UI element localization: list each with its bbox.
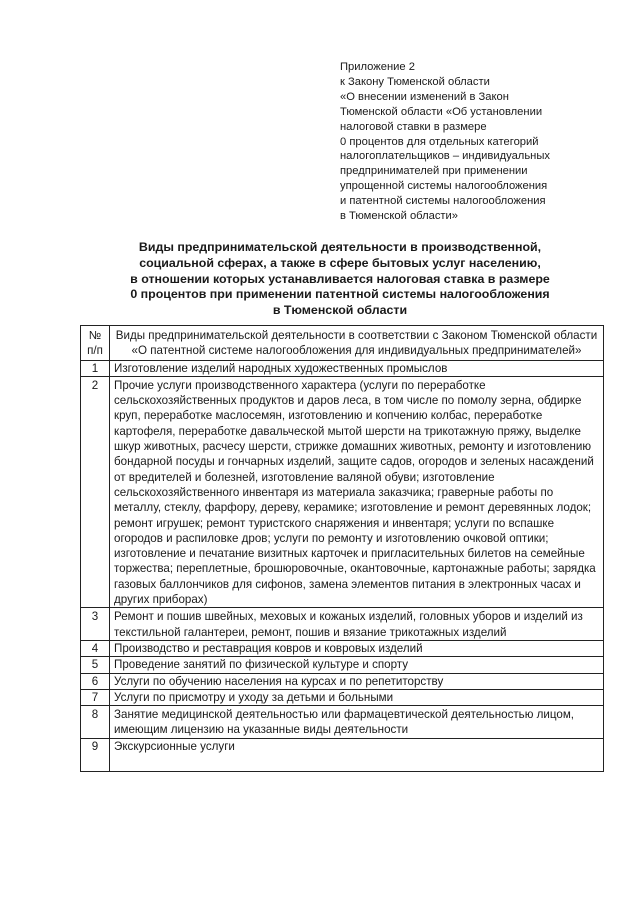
- annex-line: 0 процентов для отдельных категорий: [340, 135, 539, 148]
- row-text: Прочие услуги производственного характера (услуги по переработке сельскохозяйственных продуктов и даров леса, в том числе по помолу зерна, обдирке круп, переработке маслосемян, изготовлению и копчению колбас, переработке картофеля, переработке давальческой мытой шерсти на трикотажную пряжу, выделке шкур животных, расчесу шерсти, стрижке домашних животных, ремонту и изготовлению бондарной посуды и гончарных изделий, защите садов, огородов и зеленых насаждений от вредителей и болезней, изготовление валяной обуви; изготовление сельскохозяйственного инвентаря из материала заказчика; граверные работы по металлу, стеклу, фарфору, дереву, керамике; изготовление и ремонт деревянных лодок; ремонт игрушек; ремонт туристского снаряжения и инвентаря; услуги по вспашке огородов и распиловке дров; услуги по ремонту и изготовлению очковой оптики; изготовление и печатание визитных карточек и пригласительных билетов на семейные торжества; переплетные, брошюровочные, окантовочные, картонажные работы; зарядка газовых баллончиков для сифонов, замена элементов питания в электронных часах и других приборах): [110, 376, 604, 607]
- row-number: 3: [81, 608, 110, 641]
- row-number: 4: [81, 640, 110, 656]
- row-text: Услуги по обучению населения на курсах и по репетиторству: [110, 673, 604, 689]
- table-row: [81, 608, 604, 641]
- row-text: Проведение занятий по физической культуре и спорту: [110, 657, 604, 673]
- row-number: 1: [81, 360, 110, 376]
- row-number: 2: [81, 376, 110, 607]
- table-header-row: [81, 326, 604, 361]
- table-row: [81, 706, 604, 739]
- title-line: в отношении которых устанавливается налоговая ставка в размере: [130, 271, 550, 286]
- annex-reference: [340, 60, 610, 224]
- title-line: в Тюменской области: [272, 303, 408, 318]
- annex-line: упрощенной системы налогообложения: [340, 180, 548, 193]
- row-number: 5: [81, 657, 110, 673]
- table-row: [81, 360, 604, 376]
- title-line: Виды предпринимательской деятельности в производственной,: [138, 240, 542, 254]
- title-line: 0 процентов при применении патентной системы налогообложения: [130, 287, 550, 302]
- table-row: [81, 376, 604, 607]
- annex-line: и патентной системы налогообложения: [340, 195, 546, 208]
- activity-table: [80, 325, 604, 772]
- table-row: [81, 689, 604, 705]
- title-line: социальной сферах, а также в сфере бытовых услуг населению,: [139, 255, 541, 270]
- annex-line: «О внесении изменений в Закон: [340, 90, 509, 103]
- annex-line: к Закону Тюменской области: [340, 75, 490, 88]
- row-text: Занятие медицинской деятельностью или фармацевтической деятельностью лицом, имеющим лицензию на указанные виды деятельности: [110, 706, 604, 739]
- header-description: Виды предпринимательской деятельности в соответствии с Законом Тюменской области «О патентной системе налогообложения для индивидуальных предпринимателей»: [110, 326, 604, 361]
- row-number: 8: [81, 706, 110, 739]
- row-number: 7: [81, 689, 110, 705]
- table-row: [81, 640, 604, 656]
- row-text: Услуги по присмотру и уходу за детьми и больными: [110, 689, 604, 705]
- annex-line: Приложение 2: [340, 61, 415, 73]
- table-row: [81, 657, 604, 673]
- annex-line: Тюменской области «Об установлении: [340, 105, 543, 118]
- row-text: Производство и реставрация ковров и ковровых изделий: [110, 640, 604, 656]
- annex-line: предпринимателей при применении: [340, 165, 528, 178]
- document-title: [80, 240, 600, 319]
- row-number: 9: [81, 738, 110, 771]
- annex-line: налоговой ставки в размере: [340, 120, 487, 133]
- row-number: 6: [81, 673, 110, 689]
- row-text: Ремонт и пошив швейных, меховых и кожаных изделий, головных уборов и изделий из текстильной галантереи, ремонт, пошив и вязание трикотажных изделий: [110, 608, 604, 641]
- row-text: Экскурсионные услуги: [110, 738, 604, 771]
- row-text: Изготовление изделий народных художественных промыслов: [110, 360, 604, 376]
- annex-line: в Тюменской области»: [340, 210, 459, 223]
- annex-line: налогоплательщиков – индивидуальных: [340, 150, 550, 163]
- table-row: [81, 738, 604, 771]
- header-number: № п/п: [81, 326, 110, 361]
- table-row: [81, 673, 604, 689]
